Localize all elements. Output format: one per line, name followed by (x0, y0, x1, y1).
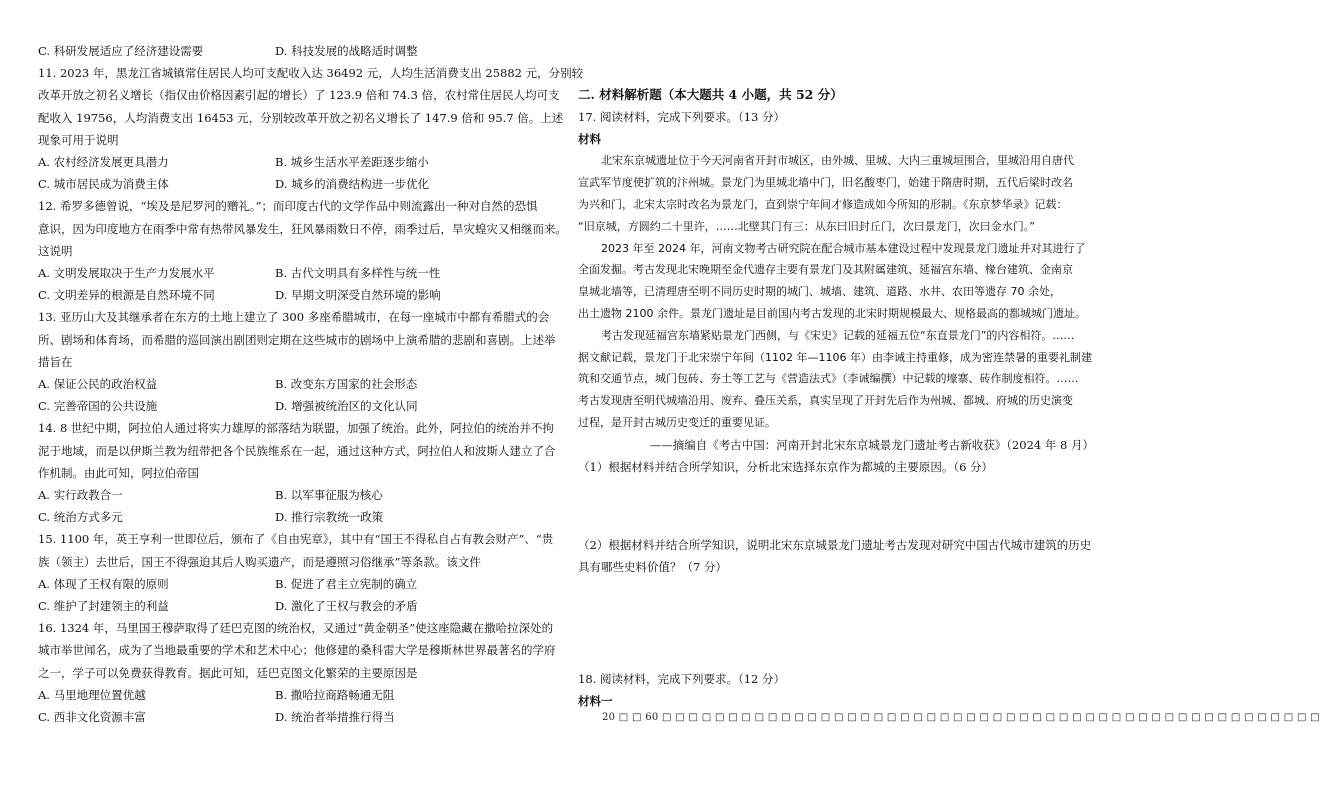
options-row (38, 284, 560, 306)
question-line: 意识，因为印度地方在雨季中常有热带风暴发生，狂风暴雨数日不停，雨季过后，旱灾蝗灾又相继而来。 (38, 221, 567, 236)
question-17-head: 17. 阅读材料，完成下列要求。（13 分） (578, 110, 785, 124)
option: B. 以军事征服为核心 (275, 488, 383, 503)
option: C. 文明差异的根源是自然环境不同 (38, 288, 215, 303)
option: A. 体现了王权有限的原则 (38, 576, 169, 591)
options-row (38, 573, 560, 595)
option: B. 改变东方国家的社会形态 (275, 377, 418, 392)
material-line: 过程，是开封古城历史变迁的重要见证。 (578, 415, 776, 429)
options-row (38, 262, 560, 284)
question-line: 所、剧场和体育场，而希腊的巡回演出剧团则定期在这些城市的剧场中上演希腊的悲剧和喜剧。上述举 (38, 332, 556, 347)
option: D. 推行宗教统一政策 (275, 510, 384, 525)
material-line: 据文献记载，景龙门于北宋崇宁年间（1102 年—1106 年）由李诫主持重修，成为密连禁暑的重要礼制建 (578, 350, 1092, 364)
options-row (38, 595, 560, 617)
question-line: 15. 1100 年，英王亨利一世即位后，颁布了《自由宪章》，其中有“国王不得私自占有教会财产”、“贵 (38, 532, 554, 547)
question-line: 现象可用于说明 (38, 132, 119, 147)
q10-options-cd (38, 40, 560, 62)
option: D. 统治者举措推行得当 (275, 710, 395, 725)
question-line: 改革开放之初名义增长（指仅由价格因素引起的增长）了 123.9 倍和 74.3 倍，农村常住居民人均可支 (38, 88, 560, 103)
option: B. 促进了君主立宪制的确立 (275, 576, 418, 591)
option: A. 文明发展取决于生产力发展水平 (38, 266, 215, 281)
question-15 (38, 528, 560, 617)
option: D. 城乡的消费结构进一步优化 (275, 177, 430, 192)
material-line: 2023 年至 2024 年，河南文物考古研究院在配合城市基本建设过程中发现景龙门遗址并对其进行了 (601, 241, 1086, 255)
question-line: 城市举世闻名，成为了当地最重要的学术和艺术中心；他修建的桑科雷大学是穆斯林世界最著名的学府 (38, 643, 556, 658)
option: C. 科研发展适应了经济建设需要 (38, 44, 204, 58)
question-line: 13. 亚历山大及其继承者在东方的土地上建立了 300 多座希腊城市，在每一座城市中都有希腊式的会 (38, 310, 550, 325)
option: A. 保证公民的政治权益 (38, 377, 158, 392)
option: B. 撒哈拉商路畅通无阻 (275, 687, 395, 702)
option: C. 维护了封建领主的利益 (38, 599, 169, 614)
option: C. 完善帝国的公共设施 (38, 399, 158, 414)
question-11 (38, 62, 584, 195)
option: D. 增强被统治区的文化认同 (275, 399, 418, 414)
option: B. 城乡生活水平差距逐步缩小 (275, 155, 429, 170)
material-paragraph-1 (578, 150, 1098, 237)
question-line: 11. 2023 年，黑龙江省城镇常住居民人均可支配收入达 36492 元，人均生活消费支出 25882 元，分别较 (38, 66, 584, 81)
question-14 (38, 417, 560, 528)
question-line: 这说明 (38, 243, 73, 258)
material-line: 皇城北墙等，已清理唐至明不同历史时期的城门、城墙、建筑、道路、水井、农田等遗存 70 余处， (578, 285, 1061, 299)
material-line: 出土遗物 2100 余件。景龙门遗址是目前国内考古发现的北宋时期规模最大、规格最高的都城城门遗址。 (578, 306, 1086, 320)
question-12 (38, 195, 567, 306)
question-13 (38, 306, 560, 417)
right-column (578, 84, 1320, 723)
option: A. 实行政教合一 (38, 488, 123, 503)
material-line: 筑和交通节点，城门包砖、夯土等工艺与《营造法式》（李诫编撰）中记载的壕寨、砖作制度相符。…… (578, 372, 1079, 386)
question-line: 配收入 19756，人均消费支出 16453 元，分别较改革开放之初名义增长了 147.9 倍和 95.7 倍。上述 (38, 110, 564, 125)
options-row (38, 484, 560, 506)
option: C. 城市居民成为消费主体 (38, 177, 169, 192)
options-row (38, 395, 560, 417)
option: D. 早期文明深受自然环境的影响 (275, 288, 441, 303)
option: C. 西非文化资源丰富 (38, 710, 146, 725)
question-line: 族（领主）去世后，国王不得强迫其后人购买遗产，而是遵照习俗继承”等条款。该文件 (38, 554, 481, 569)
option: D. 激化了王权与教会的矛盾 (275, 599, 418, 614)
question-17-part-1: （1）根据材料并结合所学知识，分析北宋选择东京作为都城的主要原因。（6 分） (578, 459, 994, 474)
material-line: 为兴和门，北宋太宗时改名为景龙门，直到崇宁年间才修造成如今所知的形制。《东京梦华录》记载： (578, 198, 1068, 211)
question-line: 16. 1324 年，马里国王穆萨取得了廷巴克图的统治权，又通过“黄金朝圣”使这座隐藏在撒哈拉深处的 (38, 621, 554, 636)
material-paragraph-2 (578, 238, 1098, 325)
options-row (38, 706, 560, 728)
material-line: 考古发现延福宫东墙紧贴景龙门西侧，与《宋史》记载的延福五位“东直景龙门”的内容相符。…… (601, 328, 1075, 342)
material-line: “旧京城，方圆约二十里许，……北壁其门有三：从东曰旧封丘门，次曰景龙门，次曰金水门。” (578, 219, 1035, 233)
material-label: 材料 (578, 132, 601, 147)
options-row (38, 151, 560, 173)
question-17-part-2-cont: 具有哪些史料价值？（7 分） (578, 560, 727, 575)
material-line: 全面发掘。考古发现北宋晚期至金代遗存主要有景龙门及其附属建筑、延福宫东墙、椽台建筑、金南京 (578, 263, 1073, 277)
option: A. 农村经济发展更具潜力 (38, 155, 169, 170)
option: D. 科技发展的战略适时调整 (275, 44, 418, 58)
left-column (38, 40, 584, 728)
material-paragraph-3 (578, 325, 1098, 434)
question-line: 泥于地域，而是以伊斯兰教为纽带把各个民族维系在一起，通过这种方式，阿拉伯人和波斯人建立了合 (38, 443, 556, 458)
question-line: 之一，学子可以免费获得教育。据此可知，廷巴克图文化繁荣的主要原因是 (38, 665, 418, 680)
answer-space-1 (578, 478, 1098, 534)
material-line: 考古发现唐至明代城墙沿用、废弃、叠压关系，真实呈现了开封先后作为州城、都城、府城的历史演变 (578, 394, 1073, 408)
question-17-part-2: （2）根据材料并结合所学知识，说明北宋东京城景龙门遗址考古发现对研究中国古代城市建筑的历史 (578, 538, 1092, 553)
question-line: 作机制。由此可知，阿拉伯帝国 (38, 465, 199, 480)
question-16 (38, 617, 560, 728)
garbled-text-line: 20 □ □ 60 □ □ □ □ □ □ □ □ □ □ □ □ □ □ □ □ □ □ □ □ □ □ □ □ □ □ □ □ □ □ □ □ □ □ □ □ □ □ □ □ □ □ □ □ □ □ □ □ □ □ (602, 711, 1320, 723)
options-row (38, 373, 560, 395)
option: C. 统治方式多元 (38, 510, 123, 525)
answer-space-2 (578, 579, 1098, 668)
options-row (38, 173, 560, 195)
options-row (38, 684, 560, 706)
material-line: 北宋东京城遗址位于今天河南省开封市城区，由外城、里城、大内三重城垣围合，里城沿用自唐代 (601, 154, 1074, 168)
question-line: 14. 8 世纪中期，阿拉伯人通过将实力雄厚的部落结为联盟，加强了统治。此外，阿拉伯的统治并不拘 (38, 421, 554, 436)
material-source: ——摘编自《考古中国：河南开封北宋东京城景龙门遗址考古新收获》（2024 年 8 月） (649, 437, 1094, 452)
options-row (38, 506, 560, 528)
section-title: 二. 材料解析题（本大题共 4 小题，共 52 分） (578, 87, 843, 102)
option: A. 马里地理位置优越 (38, 687, 146, 702)
question-line: 措旨在 (38, 354, 73, 369)
question-18-head: 18. 阅读材料，完成下列要求。（12 分） (578, 671, 785, 686)
question-line: 12. 希罗多德曾说，“埃及是尼罗河的赠礼。”；而印度古代的文学作品中则流露出一种对自然的恐惧 (38, 199, 538, 214)
material1-label: 材料一 (578, 693, 613, 708)
option: B. 古代文明具有多样性与统一性 (275, 266, 441, 281)
material-line: 宣武军节度使扩筑的汴州城。景龙门为里城北墙中门，旧名酸枣门，始建于隋唐时期，五代后梁时改名 (578, 176, 1073, 190)
